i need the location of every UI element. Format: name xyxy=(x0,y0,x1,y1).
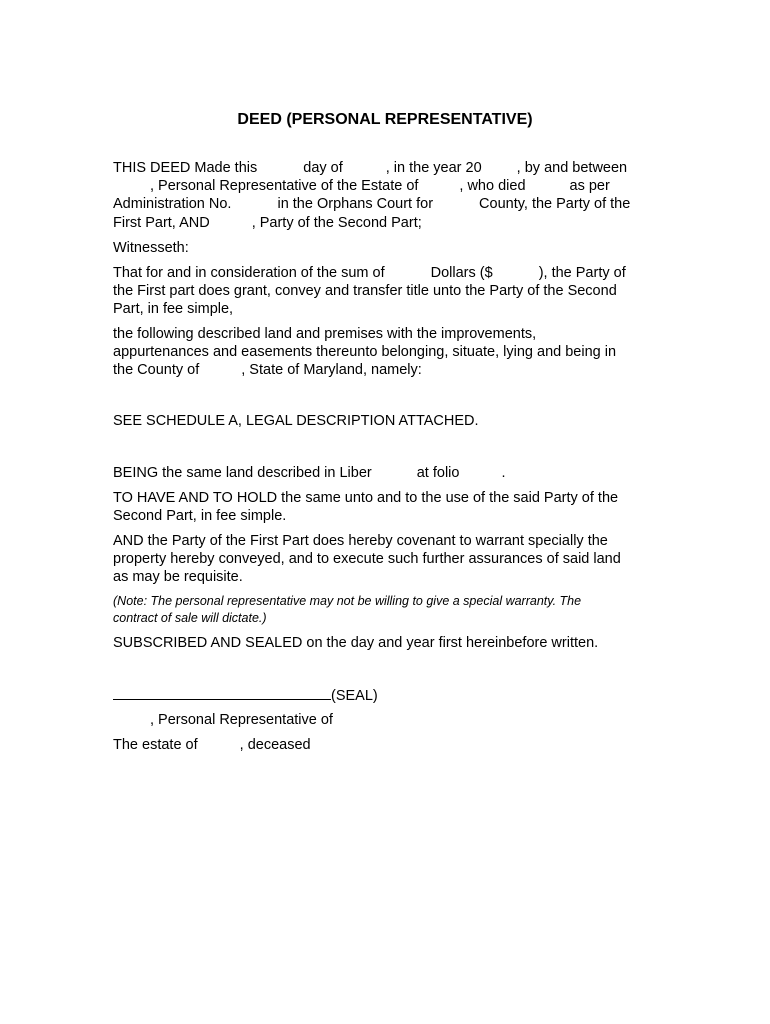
opening-text: County, the Party of the xyxy=(479,196,631,213)
representative-line xyxy=(113,711,658,729)
witnesseth-text: Witnesseth: xyxy=(113,240,189,256)
consideration-line-3: Part, in fee simple, xyxy=(113,301,234,318)
estate-row xyxy=(113,736,658,754)
opening-text: First Part, AND xyxy=(113,214,210,231)
consideration-text: That for and in consideration of the sum of xyxy=(113,265,385,281)
habendum-line-2: Second Part, in fee simple. xyxy=(113,508,287,525)
premises-text: , State of Maryland, namely: xyxy=(241,362,422,379)
being-text: BEING the same land described in Liber xyxy=(113,465,372,481)
opening-text: , by and between xyxy=(516,160,628,176)
opening-line-1 xyxy=(113,159,658,177)
premises-line-2: appurtenances and easements thereunto belonging, situate, lying and being in xyxy=(113,344,617,361)
schedule-text: SEE SCHEDULE A, LEGAL DESCRIPTION ATTACHED. xyxy=(113,413,479,429)
estate-text: The estate of xyxy=(113,737,198,753)
habendum-paragraph xyxy=(113,489,658,525)
estate-line xyxy=(113,736,658,754)
opening-text: , in the year 20 xyxy=(385,160,482,176)
opening-text: THIS DEED Made this xyxy=(113,160,258,176)
representative-row xyxy=(113,711,658,729)
representative-text: , Personal Representative of xyxy=(150,712,333,728)
opening-paragraph xyxy=(113,159,658,232)
opening-text: , who died xyxy=(459,178,526,195)
document-title: DEED (PERSONAL REPRESENTATIVE) xyxy=(237,111,533,128)
subscribed-line xyxy=(113,634,658,652)
witnesseth-line xyxy=(113,239,658,257)
consideration-text: ), the Party of xyxy=(538,265,626,281)
consideration-paragraph xyxy=(113,264,658,319)
subscribed-text: SUBSCRIBED AND SEALED on the day and year first hereinbefore written. xyxy=(113,635,599,651)
opening-line-2 xyxy=(113,177,658,195)
premises-text: the County of xyxy=(113,362,200,379)
opening-text: in the Orphans Court for xyxy=(277,196,434,213)
habendum-line-1: TO HAVE AND TO HOLD the same unto and to the use of the said Party of the xyxy=(113,490,619,506)
note-line-2: contract of sale will dictate.) xyxy=(113,611,267,625)
consideration-line-2: the First part does grant, convey and transfer title unto the Party of the Second xyxy=(113,283,617,300)
covenant-paragraph xyxy=(113,532,658,587)
being-line xyxy=(113,464,658,482)
signature-row xyxy=(113,686,658,704)
opening-line-4 xyxy=(113,214,658,232)
opening-text: , Personal Representative of the Estate of xyxy=(150,178,419,195)
covenant-line-3: as may be requisite. xyxy=(113,569,243,586)
being-text: . xyxy=(501,465,506,481)
opening-text: day of xyxy=(303,160,343,176)
consideration-line-1 xyxy=(113,264,658,282)
note-line-1: (Note: The personal representative may not be willing to give a special warranty. The xyxy=(113,594,582,608)
opening-text: Administration No. xyxy=(113,196,232,213)
opening-text: as per xyxy=(569,178,610,195)
consideration-text: Dollars ($ xyxy=(430,265,493,281)
opening-text: , Party of the Second Part; xyxy=(251,214,422,231)
premises-paragraph xyxy=(113,325,658,380)
being-text: at folio xyxy=(416,465,460,481)
premises-line-3 xyxy=(113,361,658,379)
estate-text: , deceased xyxy=(239,737,311,753)
schedule-line xyxy=(113,412,658,430)
premises-line-1: the following described land and premises with the improvements, xyxy=(113,326,537,342)
covenant-line-1: AND the Party of the First Part does hereby covenant to warrant specially the xyxy=(113,533,608,549)
signature-line[interactable] xyxy=(113,686,331,700)
covenant-line-2: property hereby conveyed, and to execute such further assurances of said land xyxy=(113,551,621,568)
opening-line-3 xyxy=(113,195,658,213)
note-paragraph xyxy=(113,593,658,627)
seal-label: (SEAL) xyxy=(331,688,378,704)
being-text-line xyxy=(113,464,658,482)
signature-seal-line xyxy=(113,686,658,704)
